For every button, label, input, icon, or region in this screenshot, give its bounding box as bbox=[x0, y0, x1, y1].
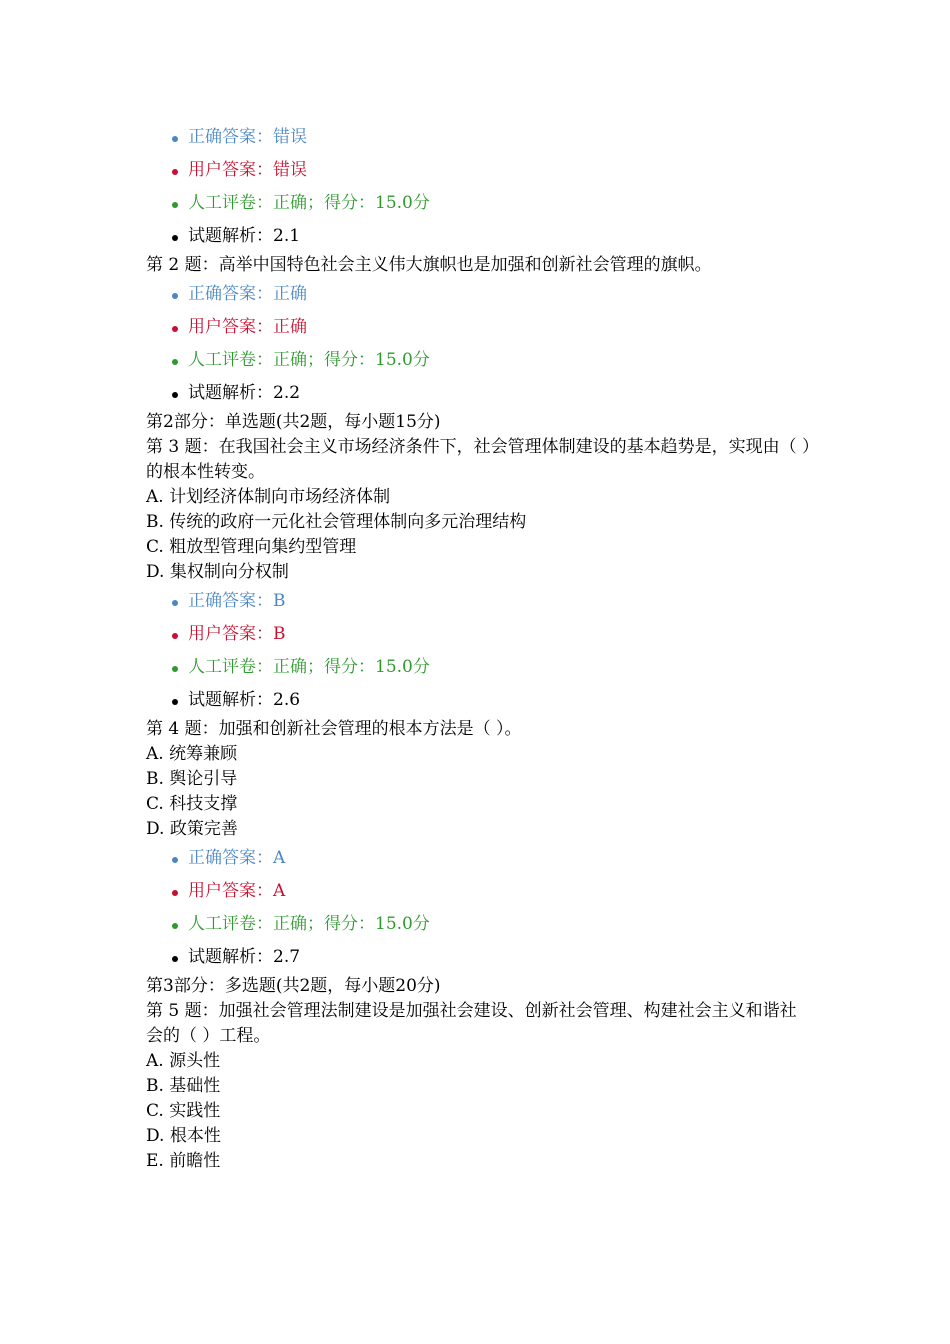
option-d: D. 集权制向分权制 bbox=[146, 562, 289, 582]
question-5-stem: 第 5 题：加强社会管理法制建设是加强社会建设、创新社会管理、构建社会主义和谐社会的（ ）工程。 bbox=[146, 1001, 797, 1046]
manual-grade: 人工评卷：正确；得分：15.0分 bbox=[172, 187, 826, 220]
analysis: 试题解析：2.1 bbox=[172, 220, 826, 253]
option-b: B. 传统的政府一元化社会管理体制向多元治理结构 bbox=[146, 512, 527, 532]
option-b: B. 舆论引导 bbox=[146, 769, 238, 789]
option-d: D. 政策完善 bbox=[146, 819, 238, 839]
q1-answer-list bbox=[146, 121, 826, 253]
manual-grade: 人工评卷：正确；得分：15.0分 bbox=[172, 344, 826, 377]
q2-answer-list bbox=[146, 278, 826, 410]
manual-grade: 人工评卷：正确；得分：15.0分 bbox=[172, 651, 826, 684]
section-2-heading: 第2部分：单选题(共2题，每小题15分) bbox=[146, 412, 441, 432]
option-d: D. 根本性 bbox=[146, 1126, 221, 1146]
exam-result-page bbox=[146, 121, 826, 1174]
option-c: C. 科技支撑 bbox=[146, 794, 238, 814]
option-a: A. 统筹兼顾 bbox=[146, 744, 238, 764]
correct-answer: 正确答案：A bbox=[172, 842, 826, 875]
option-c: C. 粗放型管理向集约型管理 bbox=[146, 537, 357, 557]
user-answer: 用户答案：错误 bbox=[172, 154, 826, 187]
option-e: E. 前瞻性 bbox=[146, 1151, 221, 1171]
section-3-heading: 第3部分：多选题(共2题，每小题20分) bbox=[146, 976, 441, 996]
option-a: A. 计划经济体制向市场经济体制 bbox=[146, 487, 391, 507]
option-c: C. 实践性 bbox=[146, 1101, 221, 1121]
analysis: 试题解析：2.6 bbox=[172, 684, 826, 717]
q3-answer-list bbox=[146, 585, 826, 717]
correct-answer: 正确答案：正确 bbox=[172, 278, 826, 311]
option-b: B. 基础性 bbox=[146, 1076, 221, 1096]
q4-answer-list bbox=[146, 842, 826, 974]
option-a: A. 源头性 bbox=[146, 1051, 221, 1071]
user-answer: 用户答案：正确 bbox=[172, 311, 826, 344]
analysis: 试题解析：2.2 bbox=[172, 377, 826, 410]
correct-answer: 正确答案：B bbox=[172, 585, 826, 618]
question-2-stem: 第 2 题：高举中国特色社会主义伟大旗帜也是加强和创新社会管理的旗帜。 bbox=[146, 255, 712, 275]
question-3-stem: 第 3 题：在我国社会主义市场经济条件下，社会管理体制建设的基本趋势是，实现由（ ）的根本性转变。 bbox=[146, 437, 811, 482]
user-answer: 用户答案：A bbox=[172, 875, 826, 908]
question-4-stem: 第 4 题：加强和创新社会管理的根本方法是（ ）。 bbox=[146, 719, 522, 739]
user-answer: 用户答案：B bbox=[172, 618, 826, 651]
manual-grade: 人工评卷：正确；得分：15.0分 bbox=[172, 908, 826, 941]
correct-answer: 正确答案：错误 bbox=[172, 121, 826, 154]
analysis: 试题解析：2.7 bbox=[172, 941, 826, 974]
